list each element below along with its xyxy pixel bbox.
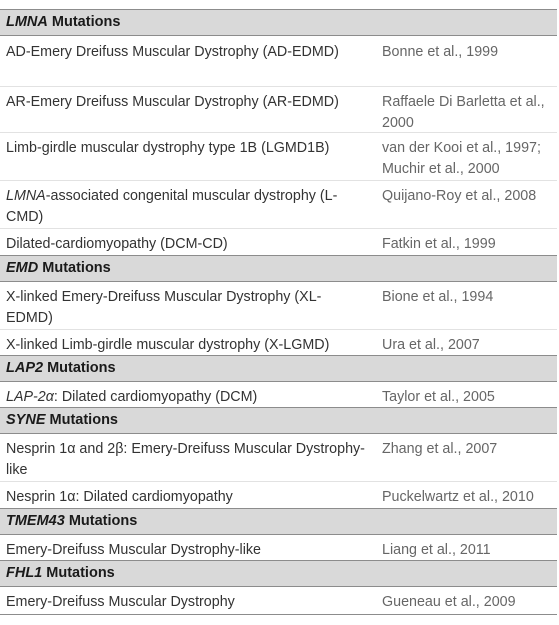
table-bottom-border: [0, 614, 557, 615]
gene-name: LAP-2α: [6, 389, 54, 405]
table-row: [0, 180, 557, 228]
section-suffix: Mutations: [38, 260, 111, 276]
disease-cell: Limb-girdle muscular dystrophy type 1B (LGMD1B): [6, 140, 330, 156]
disease-cell: Emery-Dreifuss Muscular Dystrophy-like: [6, 542, 262, 558]
reference-cell: van der Kooi et al., 1997; Muchir et al., 2000: [382, 140, 541, 177]
table-row: [0, 329, 557, 355]
disease-cell: Nesprin 1α: Dilated cardiomyopathy: [6, 489, 233, 505]
reference-cell: Zhang et al., 2007: [382, 441, 498, 457]
reference-cell: Fatkin et al., 1999: [382, 236, 496, 252]
reference-cell: Quijano-Roy et al., 2008: [382, 188, 537, 204]
section-suffix: Mutations: [42, 565, 115, 581]
section-header-syne: [0, 407, 557, 434]
gene-name: LMNA: [6, 188, 46, 204]
reference-cell: Bione et al., 1994: [382, 289, 494, 305]
table-row: [0, 86, 557, 132]
disease-cell: X-linked Emery-Dreifuss Muscular Dystrophy (XL-EDMD): [6, 289, 322, 326]
table-row: [0, 481, 557, 508]
section-suffix: Mutations: [43, 360, 116, 376]
disease-cell: Emery-Dreifuss Muscular Dystrophy: [6, 594, 235, 610]
gene-name: SYNE: [6, 412, 46, 428]
disease-text: : Dilated cardiomyopathy (DCM): [53, 389, 258, 405]
section-suffix: Mutations: [45, 412, 118, 428]
table-row: [0, 132, 557, 180]
reference-cell: Liang et al., 2011: [382, 542, 491, 558]
reference-cell: Gueneau et al., 2009: [382, 594, 516, 610]
reference-cell: Raffaele Di Barletta et al., 2000: [382, 94, 545, 131]
table-row: [0, 586, 557, 614]
section-suffix: Mutations: [64, 513, 138, 529]
table-row: [0, 36, 557, 86]
table-row: [0, 433, 557, 481]
table-row: [0, 228, 557, 256]
section-header-lmna: [0, 9, 557, 36]
gene-name: FHL1: [6, 565, 43, 581]
section-header-tmem43: [0, 508, 557, 535]
table-row: [0, 534, 557, 560]
section-header-lap2: [0, 355, 557, 382]
disease-cell: [6, 186, 366, 228]
table-row: [0, 381, 557, 407]
reference-cell: Puckelwartz et al., 2010: [382, 489, 534, 505]
section-suffix: Mutations: [47, 14, 121, 30]
disease-cell: AD-Emery Dreifuss Muscular Dystrophy (AD-EDMD): [6, 44, 339, 60]
section-header-emd: [0, 255, 557, 282]
disease-cell: [6, 387, 366, 408]
gene-name: LMNA: [6, 14, 48, 30]
table-row: [0, 281, 557, 329]
section-header-fhl1: [0, 560, 557, 587]
disease-cell: Dilated-cardiomyopathy (DCM-CD): [6, 236, 228, 252]
reference-cell: Ura et al., 2007: [382, 337, 480, 353]
disease-cell: X-linked Limb-girdle muscular dystrophy (X-LGMD): [6, 337, 330, 353]
disease-cell: Nesprin 1α and 2β: Emery-Dreifuss Muscular Dystrophy-like: [6, 441, 365, 478]
disease-cell: AR-Emery Dreifuss Muscular Dystrophy (AR-EDMD): [6, 94, 339, 110]
gene-name: TMEM43: [6, 513, 65, 529]
reference-cell: Taylor et al., 2005: [382, 389, 495, 405]
gene-name: EMD: [6, 260, 39, 276]
disease-text: -associated congenital muscular dystrophy (L-CMD): [6, 188, 338, 225]
gene-name: LAP2: [6, 360, 44, 376]
reference-cell: Bonne et al., 1999: [382, 44, 499, 60]
